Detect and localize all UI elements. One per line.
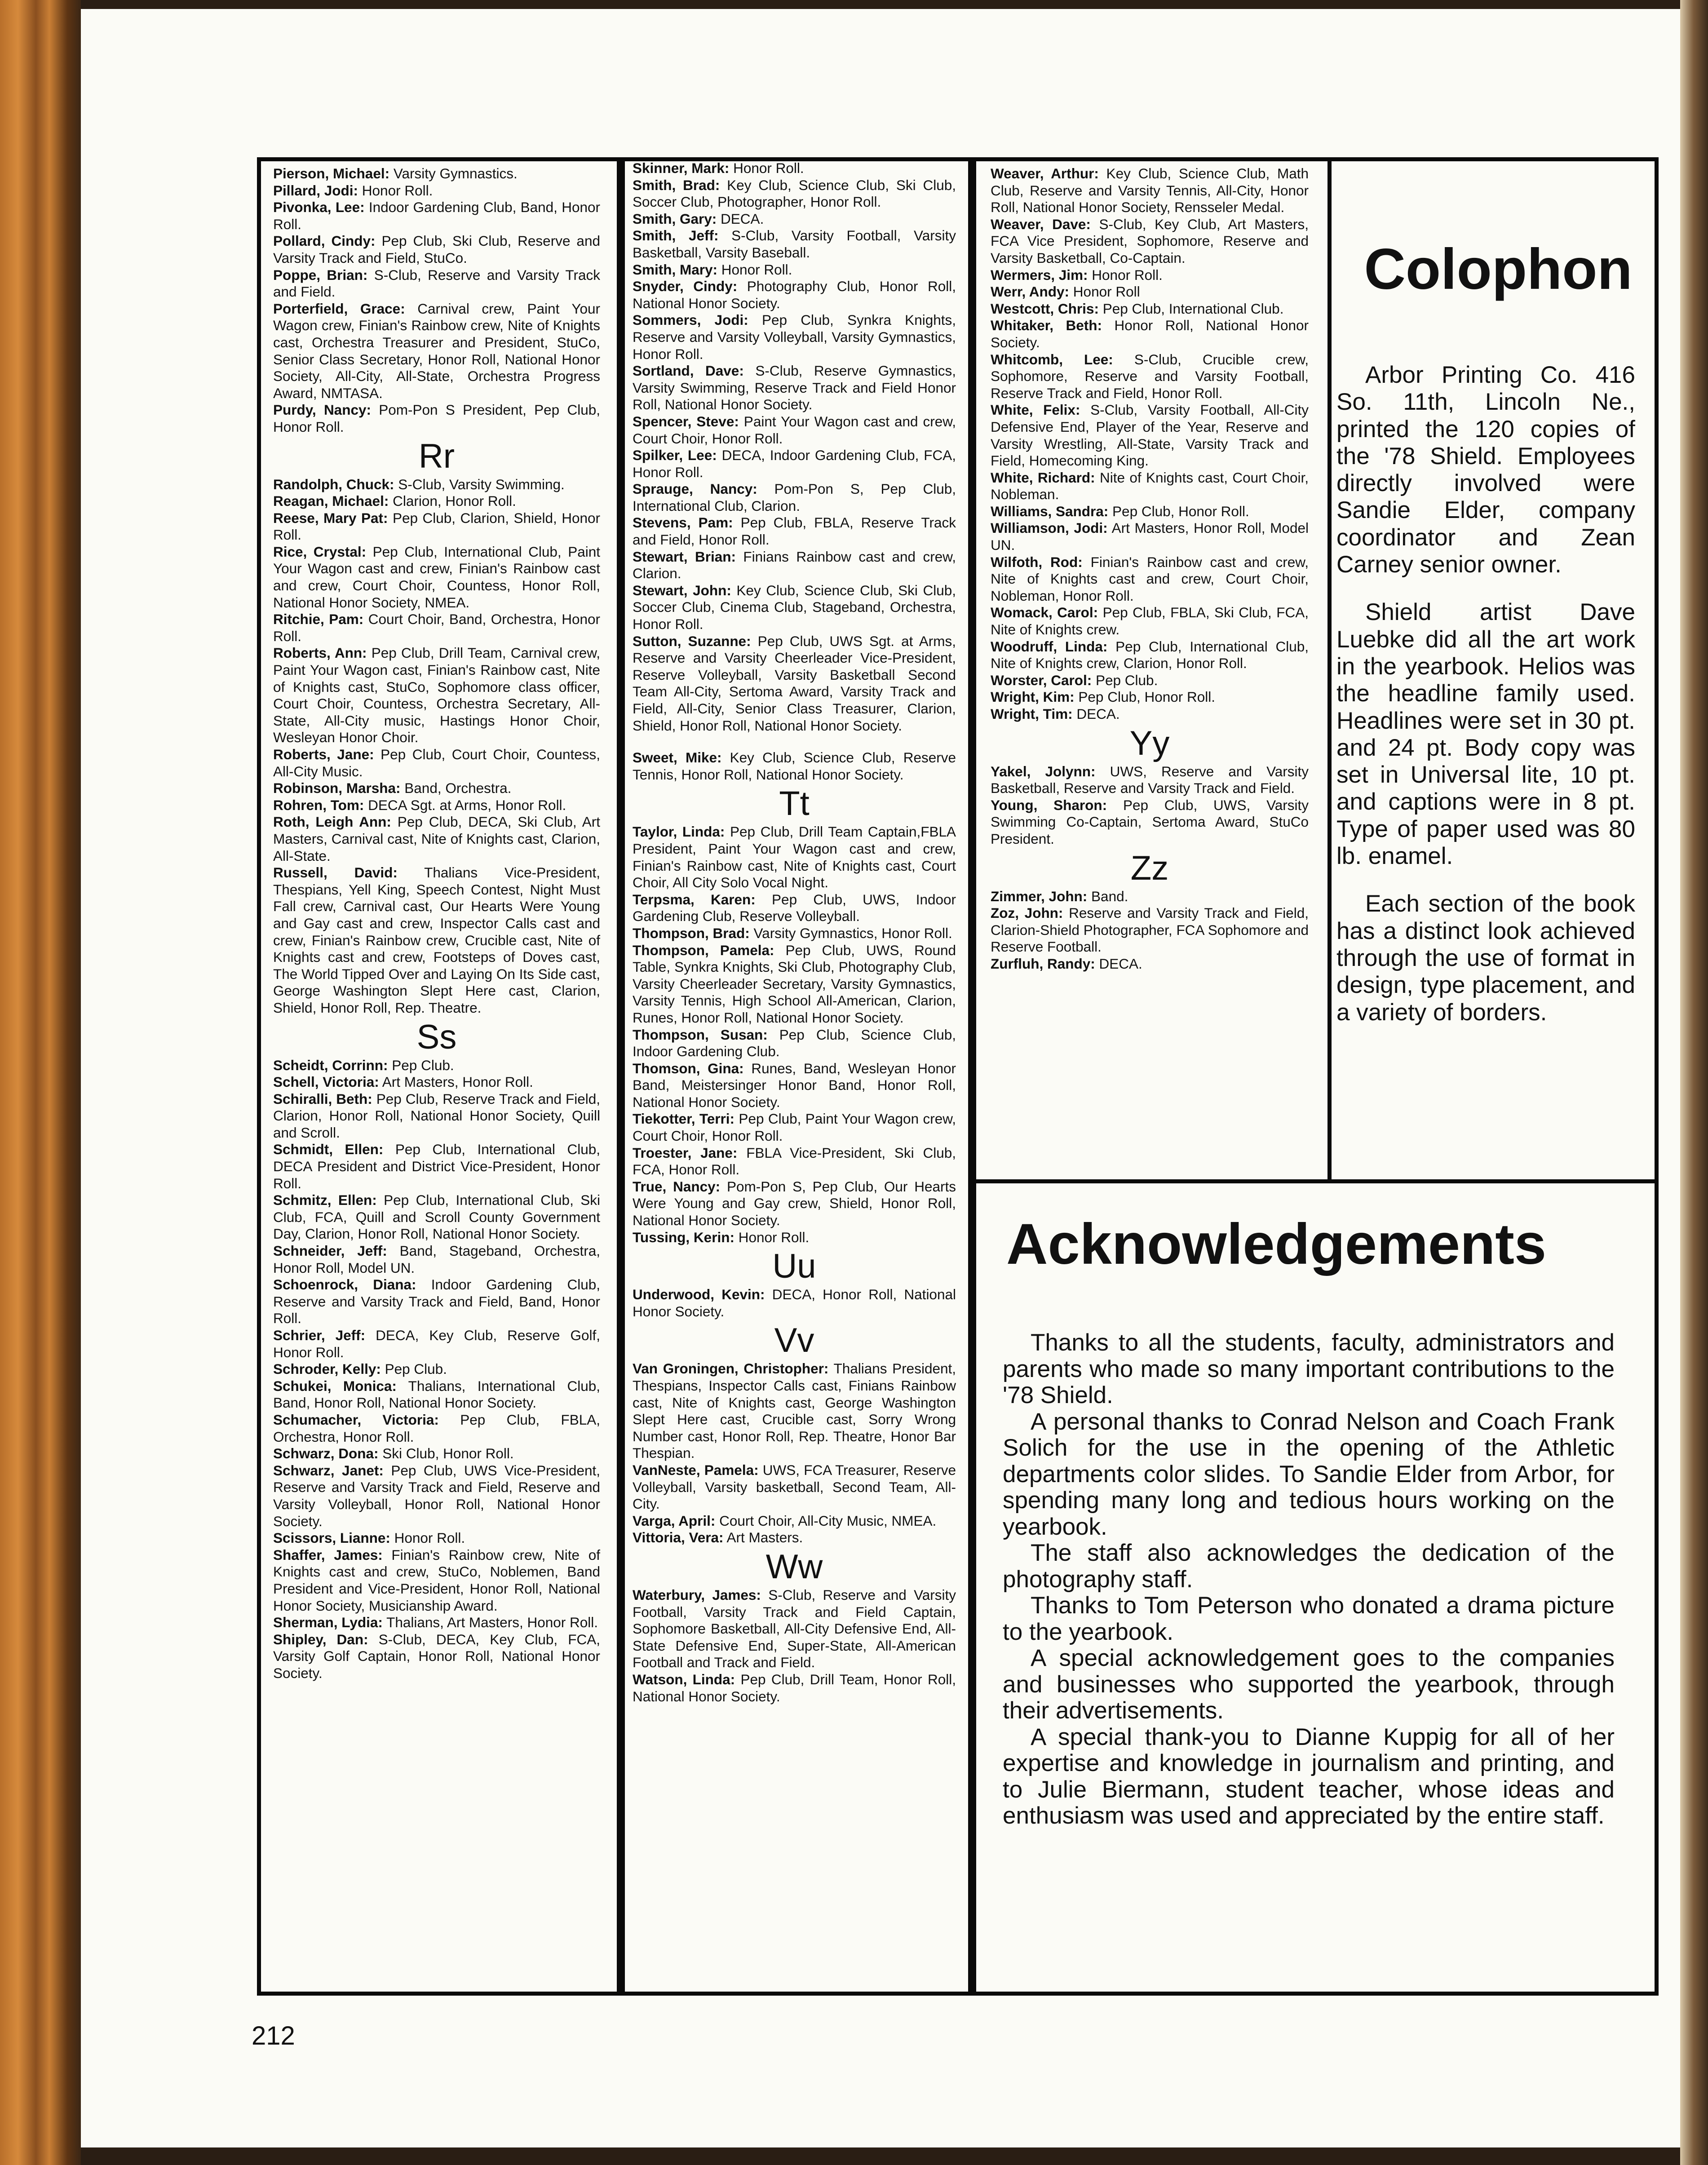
index-entry	[991, 797, 1309, 848]
student-name: Zoz, John:	[991, 905, 1063, 921]
student-name: Varga, April:	[633, 1512, 716, 1529]
index-entry	[273, 402, 600, 435]
activities-list: S-Club, Reserve and Varsity Track and Field.	[273, 266, 600, 300]
activities-list: Nite of Knights cast, Court Choir, Nobleman.	[991, 469, 1309, 503]
activities-list: Key Club, Science Club, Ski Club, Soccer Club, Cinema Club, Stageband, Orchestra, Honor Roll.	[633, 582, 956, 633]
index-entry	[273, 780, 600, 797]
student-name: Smith, Brad:	[633, 177, 720, 193]
activities-list: Pep Club, Drill Team, Carnival crew, Paint Your Wagon cast, Finian's Rainbow cast, Nite of Knights cast, StuCo, Sophomore class officer, Court Choir, Countess, Orchestra Secretary, All-State, All-City music, Hastings Honor Choir, Wesleyan Honor Choir.	[273, 645, 600, 746]
student-name: Schiralli, Beth:	[273, 1090, 372, 1107]
student-name: Westcott, Chris:	[991, 300, 1099, 317]
activities-list: S-Club, Varsity Football, Varsity Basketball, Varsity Baseball.	[633, 227, 956, 261]
index-entry	[633, 1178, 956, 1229]
student-name: Ritchie, Pam:	[273, 611, 364, 628]
activities-list: Pep Club, Reserve Track and Field, Clarion, Honor Roll, National Honor Society, Quill and Scroll.	[273, 1090, 601, 1141]
index-entry	[991, 317, 1309, 351]
index-entry	[633, 633, 956, 735]
index-entry	[273, 233, 600, 266]
student-name: Pillard, Jodi:	[273, 182, 358, 199]
section-letter-heading: Vv	[774, 1321, 814, 1360]
index-entry	[633, 278, 956, 312]
index-entry	[991, 520, 1309, 553]
index-entry	[633, 891, 956, 925]
index-entry	[273, 746, 600, 780]
activities-list: Pep Club, Ski Club, Reserve and Varsity Track and Field, StuCo.	[273, 233, 600, 266]
student-name: Wilfoth, Rod:	[991, 553, 1083, 570]
index-column-1	[273, 165, 600, 1682]
index-entry	[273, 267, 600, 301]
student-name: Sprauge, Nancy:	[633, 481, 757, 497]
activities-list: Court Choir, All-City Music, NMEA.	[715, 1512, 937, 1529]
index-entry	[633, 211, 956, 228]
student-name: Randolph, Chuck:	[273, 476, 394, 492]
student-name: Schukei, Monica:	[273, 1377, 397, 1394]
student-name: Shaffer, James:	[273, 1546, 383, 1563]
activities-list: Pep Club, UWS Sgt. at Arms, Reserve and Varsity Cheerleader Vice-President, Reserve Volleyball, Varsity Basketball Second Team All-City, Sertoma Award, Varsity Track and Field, All-City, Senior Class Treasurer, Clarion, Shield, Honor Roll, National Honor Society.	[633, 633, 956, 734]
student-name: Pivonka, Lee:	[273, 199, 365, 216]
student-name: Scissors, Lianne:	[273, 1530, 390, 1546]
activities-list: Thalians Vice-President, Thespians, Yell King, Speech Contest, Night Must Fall crew, Carnival cast, Our Hearts Were Young and Gay cast and crew, Inspector Calls cast and crew, Finian's Rainbow crew, Crucible cast, Nite of Knights cast and crew, Footsteps of Doves cast, The World Tipped Over and Laying On Its Side cast, George Washington Slept Here cast, Clarion, Shield, Honor Roll, Rep. Theatre.	[273, 864, 600, 1016]
index-entry	[273, 1445, 600, 1462]
student-name: Skinner, Mark:	[633, 160, 730, 176]
index-entry	[633, 1513, 956, 1530]
index-entry	[273, 1378, 600, 1412]
index-entry	[633, 1360, 956, 1462]
index-column-3	[991, 165, 1309, 973]
page-edge	[1680, 0, 1708, 2165]
student-name: Smith, Jeff:	[633, 227, 719, 244]
activities-list: Varsity Gymnastics.	[389, 165, 518, 182]
student-name: Waterbury, James:	[633, 1586, 761, 1603]
activities-list: Art Masters.	[723, 1529, 803, 1546]
activities-list: Honor Roll	[1069, 283, 1140, 300]
index-entry	[273, 1631, 600, 1682]
activities-list: Pom-Pon S, Pep Club, Our Hearts Were Young and Gay crew, Shield, Honor Roll, National Honor Society.	[633, 1178, 956, 1229]
index-entry	[273, 301, 600, 402]
activities-list: DECA, Indoor Gardening Club, FCA, Honor Roll.	[633, 447, 956, 480]
activities-list: Thalians, International Club, Band, Honor Roll, National Honor Society.	[273, 1377, 600, 1411]
index-entry	[991, 888, 1309, 905]
student-name: Schwarz, Dona:	[273, 1445, 379, 1462]
index-entry	[273, 645, 600, 746]
student-name: Wright, Tim:	[991, 706, 1073, 722]
student-name: Weaver, Dave:	[991, 216, 1091, 232]
index-entry	[273, 476, 600, 493]
index-entry	[991, 763, 1309, 797]
activities-list: Pep Club, FBLA, Ski Club, FCA, Nite of Knights crew.	[991, 604, 1309, 638]
index-entry	[633, 514, 956, 548]
student-name: White, Felix:	[991, 402, 1080, 418]
index-entry	[633, 1027, 956, 1060]
index-entry	[633, 549, 956, 582]
index-entry	[273, 611, 600, 645]
index-entry	[273, 797, 600, 814]
activities-list: Key Club, Science Club, Math Club, Reserve and Varsity Tennis, All-City, Honor Roll, National Honor Society, Rensseler Medal.	[991, 165, 1309, 216]
student-name: Snyder, Cindy:	[633, 278, 738, 295]
activities-list: Pep Club, International Club, Nite of Knights crew, Clarion, Honor Roll.	[991, 638, 1309, 672]
acknowledgements-paragraph: A special acknowledgement goes to the companies and businesses who supported the yearbook, through their advertisements.	[1003, 1645, 1615, 1724]
index-entry	[633, 312, 956, 363]
index-entry	[991, 604, 1309, 638]
activities-list: DECA.	[1072, 706, 1120, 722]
acknowledgements-paragraph: A special thank-you to Dianne Kuppig for all of her expertise and knowledge in journalism and printing, and to Julie Biermann, student teacher, whose ideas and enthusiasm was used and appreciated by the entire staff.	[1003, 1723, 1615, 1829]
activities-list: Pep Club, DECA, Ski Club, Art Masters, Carnival cast, Nite of Knights cast, Clarion, All-State.	[273, 814, 601, 864]
student-name: Schoenrock, Diana:	[273, 1276, 416, 1293]
student-name: Schroder, Kelly:	[273, 1361, 381, 1377]
student-name: Schwarz, Janet:	[273, 1462, 384, 1479]
acknowledgements-paragraph: Thanks to Tom Peterson who donated a drama picture to the yearbook.	[1003, 1592, 1615, 1645]
index-entry	[633, 177, 956, 211]
student-name: Stevens, Pam:	[633, 514, 733, 531]
student-name: Young, Sharon:	[991, 797, 1107, 813]
student-name: Thompson, Pamela:	[633, 942, 774, 958]
activities-list: Court Choir, Band, Orchestra, Honor Roll.	[273, 611, 600, 644]
student-name: Sutton, Suzanne:	[633, 633, 751, 649]
student-name: Tiekotter, Terri:	[633, 1111, 735, 1127]
activities-list: Thalians President, Thespians, Inspector Calls cast, Finians Rainbow cast, Nite of Knights cast, George Washington Slept Here cast, Crucible cast, Sorry Wrong Number cast, Honor Roll, Rep. Theatre, Honor Bar Thespian.	[633, 1360, 956, 1461]
index-entry	[991, 905, 1309, 956]
index-entry	[633, 447, 956, 481]
book-spine	[0, 0, 81, 2165]
activities-list: Clarion, Honor Roll.	[389, 493, 516, 509]
section-letter-heading: Ww	[766, 1547, 823, 1586]
index-entry	[991, 672, 1309, 689]
student-name: Shipley, Dan:	[273, 1631, 368, 1647]
activities-list: Pep Club, International Club, DECA President and District Vice-President, Honor Roll.	[273, 1141, 601, 1191]
activities-list: Finian's Rainbow cast and crew, Nite of Knights cast and crew, Court Choir, Nobleman, Honor Roll.	[991, 553, 1309, 604]
student-name: Terpsma, Karen:	[633, 891, 756, 908]
activities-list: Honor Roll.	[390, 1530, 465, 1546]
index-entry	[273, 1327, 600, 1361]
activities-list: Honor Roll.	[717, 261, 792, 278]
index-entry	[633, 1111, 956, 1144]
index-entry	[273, 1141, 600, 1192]
index-entry	[273, 1192, 600, 1243]
student-name: Porterfield, Grace:	[273, 300, 405, 317]
student-name: Sherman, Lydia:	[273, 1614, 383, 1631]
student-name: White, Richard:	[991, 469, 1095, 486]
activities-list: Thalians, Art Masters, Honor Roll.	[382, 1614, 598, 1631]
activities-list: Pep Club.	[381, 1361, 447, 1377]
index-entry	[273, 165, 600, 182]
page-number: 212	[252, 2021, 295, 2050]
index-entry	[633, 261, 956, 279]
activities-list: Art Masters, Honor Roll.	[379, 1074, 533, 1090]
activities-list: Pep Club, FBLA, Orchestra, Honor Roll.	[273, 1411, 600, 1445]
index-entry	[273, 1547, 600, 1614]
index-entry	[273, 493, 600, 510]
acknowledgements-title: Acknowledgements	[1006, 1212, 1547, 1276]
index-entry	[991, 706, 1309, 723]
student-name: Smith, Mary:	[633, 261, 718, 278]
student-name: Rice, Crystal:	[273, 543, 367, 560]
student-name: Zimmer, John:	[991, 888, 1088, 904]
student-name: Spencer, Steve:	[633, 413, 739, 429]
index-entry	[273, 510, 600, 544]
section-letter-heading: Tt	[779, 784, 810, 823]
acknowledgements-paragraph: Thanks to all the students, faculty, administrators and parents who made so many important contributions to the '78 Shield.	[1003, 1329, 1615, 1408]
activities-list: Pep Club, FBLA, Reserve Track and Field, Honor Roll.	[633, 514, 956, 548]
student-name: Schumacher, Victoria:	[273, 1411, 439, 1428]
index-entry	[633, 1286, 956, 1320]
activities-list: Finian's Rainbow crew, Nite of Knights cast and crew, StuCo, Noblemen, Band President and Vice-President, Honor Roll, National Honor Society, Musicianship Award.	[273, 1546, 600, 1614]
student-name: Spilker, Lee:	[633, 447, 717, 464]
student-name: Smith, Gary:	[633, 210, 717, 227]
activities-list: Varsity Gymnastics, Honor Roll.	[749, 925, 952, 941]
activities-list: UWS, FCA Treasurer, Reserve Volleyball, Varsity basketball, Second Team, All-City.	[633, 1461, 956, 1512]
student-name: Russell, David:	[273, 864, 398, 881]
student-name: Williams, Sandra:	[991, 503, 1109, 519]
activities-list: Pep Club, Drill Team, Honor Roll, National Honor Society.	[633, 1671, 956, 1705]
activities-list: Pom-Pon S, Pep Club, International Club, Clarion.	[633, 481, 956, 514]
index-entry	[633, 160, 956, 177]
student-name: Roth, Leigh Ann:	[273, 814, 391, 830]
activities-list: Pep Club, International Club, Paint Your Wagon cast and crew, Finian's Rainbow cast and crew, Court Choir, Countess, Honor Roll, National Honor Society, NMEA.	[273, 543, 600, 611]
index-entry	[633, 1462, 956, 1513]
student-name: Williamson, Jodi:	[991, 520, 1108, 536]
student-name: Schmidt, Ellen:	[273, 1141, 384, 1158]
index-entry	[273, 544, 600, 611]
index-entry	[991, 165, 1309, 216]
activities-list: Carnival crew, Paint Your Wagon crew, Finian's Rainbow crew, Nite of Knights cast, Orchestra Treasurer and President, StuCo, Senior Class Secretary, Honor Roll, National Honor Society, All-City, All-State, Orchestra Progress Award, NMTASA.	[273, 300, 600, 401]
index-entry	[273, 864, 600, 1016]
student-name: Weaver, Arthur:	[991, 165, 1099, 182]
activities-list: Honor Roll.	[734, 1229, 810, 1245]
student-name: True, Nancy:	[633, 1178, 721, 1195]
index-entry	[633, 1671, 956, 1705]
index-column-2	[633, 160, 956, 1705]
index-entry	[273, 1462, 600, 1530]
activities-list: Pep Club, Paint Your Wagon crew, Court Choir, Honor Roll.	[633, 1111, 956, 1144]
student-name: Stewart, John:	[633, 582, 731, 598]
student-name: Sommers, Jodi:	[633, 312, 748, 328]
activities-list: DECA Sgt. at Arms, Honor Roll.	[364, 797, 566, 813]
activities-list: S-Club, DECA, Key Club, FCA, Varsity Golf Captain, Honor Roll, National Honor Society.	[273, 1631, 600, 1681]
index-entry	[273, 1074, 600, 1091]
acknowledgements-paragraph: A personal thanks to Conrad Nelson and Coach Frank Solich for the use in the opening of the Athletic departments color slides. To Sandie Elder from Arbor, for spending many long and tedious hours working on the yearbook.	[1003, 1408, 1615, 1540]
index-entry	[633, 227, 956, 261]
student-name: Roberts, Ann:	[273, 645, 367, 661]
index-entry	[633, 1229, 956, 1246]
index-entry	[273, 1057, 600, 1074]
student-name: Rohren, Tom:	[273, 797, 364, 813]
activities-list: Art Masters, Honor Roll, Model UN.	[991, 520, 1309, 553]
student-name: Watson, Linda:	[633, 1671, 735, 1687]
index-entry	[633, 1060, 956, 1111]
activities-list: S-Club, Crucible crew, Sophomore, Reserve and Varsity Football, Reserve Track and Field, Honor Roll.	[991, 351, 1309, 401]
student-name: Yakel, Jolynn:	[991, 763, 1096, 779]
activities-list: Pep Club, International Club, Ski Club, FCA, Quill and Scroll County Government Day, Clarion, Honor Roll, National Honor Society.	[273, 1192, 600, 1242]
index-entry	[633, 363, 956, 413]
activities-list: S-Club, Reserve and Varsity Football, Varsity Track and Field Captain, Sophomore Basketball, All-City Defensive End, All-State Defensive End, Super-State, All-American Football and Track and Field.	[633, 1586, 956, 1671]
student-name: Woodruff, Linda:	[991, 638, 1108, 655]
index-entry	[633, 925, 956, 942]
index-entry	[273, 1091, 600, 1142]
activities-list: Honor Roll, National Honor Society.	[991, 317, 1309, 350]
index-entry	[991, 267, 1309, 284]
index-entry	[273, 1412, 600, 1445]
index-entry	[273, 1361, 600, 1378]
activities-list: S-Club, Reserve Gymnastics, Varsity Swimming, Reserve Track and Field Honor Roll, National Honor Society.	[633, 363, 956, 413]
index-entry	[991, 689, 1309, 706]
student-name: Pierson, Michael:	[273, 165, 390, 182]
activities-list: FBLA Vice-President, Ski Club, FCA, Honor Roll.	[633, 1144, 956, 1178]
index-entry	[991, 554, 1309, 605]
activities-list: Pom-Pon S President, Pep Club, Honor Roll.	[273, 402, 600, 435]
index-entry	[633, 582, 956, 633]
activities-list: Honor Roll.	[1088, 266, 1163, 283]
section-letter-heading: Ss	[416, 1018, 457, 1056]
student-name: Werr, Andy:	[991, 283, 1070, 300]
student-name: Zurfluh, Randy:	[991, 955, 1095, 972]
index-entry	[991, 402, 1309, 469]
activities-list: Pep Club, UWS, Round Table, Synkra Knights, Ski Club, Photography Club, Varsity Cheerleader Secretary, Varsity Gymnastics, Varsity Tennis, High School All-American, Clarion, Runes, Honor Roll, National Honor Society.	[633, 942, 956, 1026]
activities-list: Ski Club, Honor Roll.	[378, 1445, 514, 1462]
section-letter-heading: Uu	[772, 1247, 816, 1286]
section-letter-heading: Yy	[1129, 724, 1170, 762]
index-entry	[633, 413, 956, 447]
activities-list: Band.	[1087, 888, 1128, 904]
index-entry	[633, 481, 956, 514]
student-name: Reagan, Michael:	[273, 493, 389, 509]
student-name: Schmitz, Ellen:	[273, 1192, 377, 1209]
activities-list: S-Club, Varsity Swimming.	[394, 476, 565, 492]
index-entry	[273, 1276, 600, 1327]
spacer	[633, 734, 956, 749]
index-entry	[273, 199, 600, 233]
index-entry	[273, 1530, 600, 1547]
student-name: Underwood, Kevin:	[633, 1286, 765, 1303]
student-name: Pollard, Cindy:	[273, 233, 376, 249]
index-entry	[633, 1587, 956, 1671]
colophon-paragraph: Shield artist Dave Luebke did all the art work in the yearbook. Helios was the headline family used. Headlines were set in 30 pt. and 24 pt. Body copy was set in Universal lite, 10 pt. and captions were in 8 pt. Type of paper used was 80 lb. enamel.	[1336, 599, 1635, 870]
section-letter-heading: Zz	[1130, 849, 1169, 887]
student-name: Van Groningen, Christopher:	[633, 1360, 829, 1377]
student-name: Scheidt, Corrinn:	[273, 1057, 388, 1073]
index-entry	[633, 749, 956, 783]
index-entry	[991, 469, 1309, 503]
activities-list: Pep Club, Honor Roll.	[1074, 689, 1216, 705]
activities-list: Key Club, Science Club, Ski Club, Soccer Club, Photographer, Honor Roll.	[633, 177, 956, 210]
student-name: Wermers, Jim:	[991, 266, 1088, 283]
activities-list: UWS, Reserve and Varsity Basketball, Reserve and Varsity Track and Field.	[991, 763, 1309, 797]
activities-list: Pep Club, International Club.	[1098, 300, 1284, 317]
index-entry	[991, 283, 1309, 301]
activities-list: S-Club, Key Club, Art Masters, FCA Vice President, Sophomore, Reserve and Varsity Basketball, Co-Captain.	[991, 216, 1309, 266]
activities-list: Pep Club, UWS Vice-President, Reserve and Varsity Track and Field, Reserve and Varsity Volleyball, Honor Roll, National Honor Society.	[273, 1462, 600, 1529]
colophon-paragraph: Arbor Printing Co. 416 So. 11th, Lincoln Ne., printed the 120 copies of the '78 Shield. Employees directly involved were Sandie Elder, company coordinator and Zean Carney senior owner.	[1336, 362, 1635, 578]
activities-list: Reserve and Varsity Track and Field, Clarion-Shield Photographer, FCA Sophomore and Reserve Football.	[991, 905, 1309, 955]
student-name: Whitcomb, Lee:	[991, 351, 1113, 367]
activities-list: Finians Rainbow cast and crew, Clarion.	[633, 548, 956, 582]
activities-list: Key Club, Science Club, Reserve Tennis, Honor Roll, National Honor Society.	[633, 749, 956, 783]
student-name: VanNeste, Pamela:	[633, 1461, 759, 1478]
activities-list: Runes, Band, Wesleyan Honor Band, Meistersinger Honor Band, Honor Roll, National Honor Society.	[633, 1060, 956, 1110]
activities-list: Pep Club, Court Choir, Countess, All-City Music.	[273, 746, 600, 779]
index-entry	[633, 1145, 956, 1178]
student-name: Schell, Victoria:	[273, 1074, 379, 1090]
colophon-body	[1336, 362, 1635, 1125]
activities-list: Paint Your Wagon cast and crew, Court Choir, Honor Roll.	[633, 413, 956, 447]
activities-list: Honor Roll.	[729, 160, 804, 176]
student-name: Thomson, Gina:	[633, 1060, 744, 1076]
student-name: Womack, Carol:	[991, 604, 1098, 621]
student-name: Taylor, Linda:	[633, 823, 725, 840]
index-entry	[633, 942, 956, 1027]
index-entry	[633, 823, 956, 891]
colophon-title: Colophon	[1364, 237, 1633, 301]
activities-list: Indoor Gardening Club, Band, Honor Roll.	[273, 199, 600, 232]
index-entry	[991, 301, 1309, 318]
index-entry	[991, 956, 1309, 973]
student-name: Sweet, Mike:	[633, 749, 722, 766]
student-name: Whitaker, Beth:	[991, 317, 1102, 334]
acknowledgements-body	[1003, 1330, 1615, 1829]
student-name: Reese, Mary Pat:	[273, 509, 388, 526]
activities-list: Pep Club, Science Club, Indoor Gardening Club.	[633, 1026, 956, 1060]
student-name: Tussing, Kerin:	[633, 1229, 735, 1245]
activities-list: Pep Club, UWS, Varsity Swimming Co-Captain, Sertoma Award, StuCo President.	[991, 797, 1309, 847]
student-name: Troester, Jane:	[633, 1144, 738, 1161]
section-letter-heading: Rr	[418, 437, 455, 475]
activities-list: DECA, Key Club, Reserve Golf, Honor Roll.	[273, 1327, 600, 1360]
index-entry	[273, 182, 600, 199]
student-name: Worster, Carol:	[991, 672, 1092, 688]
activities-list: DECA, Honor Roll, National Honor Society.	[633, 1286, 956, 1319]
activities-list: Band, Stageband, Orchestra, Honor Roll, Model UN.	[273, 1243, 601, 1276]
index-entry	[273, 814, 600, 864]
student-name: Vittoria, Vera:	[633, 1529, 724, 1546]
index-entry	[273, 1243, 600, 1276]
student-name: Roberts, Jane:	[273, 746, 374, 762]
activities-list: Indoor Gardening Club, Reserve and Varsity Track and Field, Band, Honor Roll.	[273, 1276, 600, 1327]
index-entry	[633, 1529, 956, 1546]
student-name: Thompson, Susan:	[633, 1026, 768, 1043]
index-entry	[991, 351, 1309, 402]
activities-list: Band, Orchestra.	[400, 780, 512, 797]
activities-list: Pep Club, UWS, Indoor Gardening Club, Reserve Volleyball.	[633, 891, 956, 925]
student-name: Schneider, Jeff:	[273, 1243, 387, 1259]
activities-list: Pep Club, Synkra Knights, Reserve and Varsity Volleyball, Varsity Gymnastics, Honor Roll.	[633, 312, 956, 362]
index-entry	[273, 1614, 600, 1631]
activities-list: Pep Club, Drill Team Captain,FBLA President, Paint Your Wagon cast and crew, Finian's Rainbow cast, Nite of Knights cast, Court Choir, All City Solo Vocal Night.	[633, 823, 956, 891]
student-name: Stewart, Brian:	[633, 548, 736, 565]
activities-list: DECA.	[717, 210, 764, 227]
acknowledgements-paragraph: The staff also acknowledges the dedication of the photography staff.	[1003, 1540, 1615, 1593]
activities-list: Honor Roll.	[358, 182, 433, 199]
student-name: Wright, Kim:	[991, 689, 1075, 705]
index-entry	[991, 638, 1309, 672]
student-name: Sortland, Dave:	[633, 363, 744, 379]
activities-list: S-Club, Varsity Football, All-City Defensive End, Player of the Year, Reserve and Varsity Wrestling, All-State, Varsity Track and Field, Homecoming King.	[991, 402, 1309, 469]
index-entry	[991, 216, 1309, 267]
student-name: Schrier, Jeff:	[273, 1327, 366, 1343]
activities-list: Pep Club.	[1092, 672, 1158, 688]
student-name: Thompson, Brad:	[633, 925, 750, 941]
student-name: Purdy, Nancy:	[273, 402, 371, 418]
student-name: Poppe, Brian:	[273, 266, 368, 283]
activities-list: Photography Club, Honor Roll, National Honor Society.	[633, 278, 956, 311]
colophon-paragraph: Each section of the book has a distinct look achieved through the use of format in design, type placement, and a variety of borders.	[1336, 890, 1635, 1026]
activities-list: Pep Club, Clarion, Shield, Honor Roll.	[273, 509, 601, 543]
activities-list: DECA.	[1095, 955, 1142, 972]
index-entry	[991, 503, 1309, 520]
activities-list: Pep Club, Honor Roll.	[1108, 503, 1249, 519]
student-name: Robinson, Marsha:	[273, 780, 401, 797]
activities-list: Pep Club.	[388, 1057, 454, 1073]
